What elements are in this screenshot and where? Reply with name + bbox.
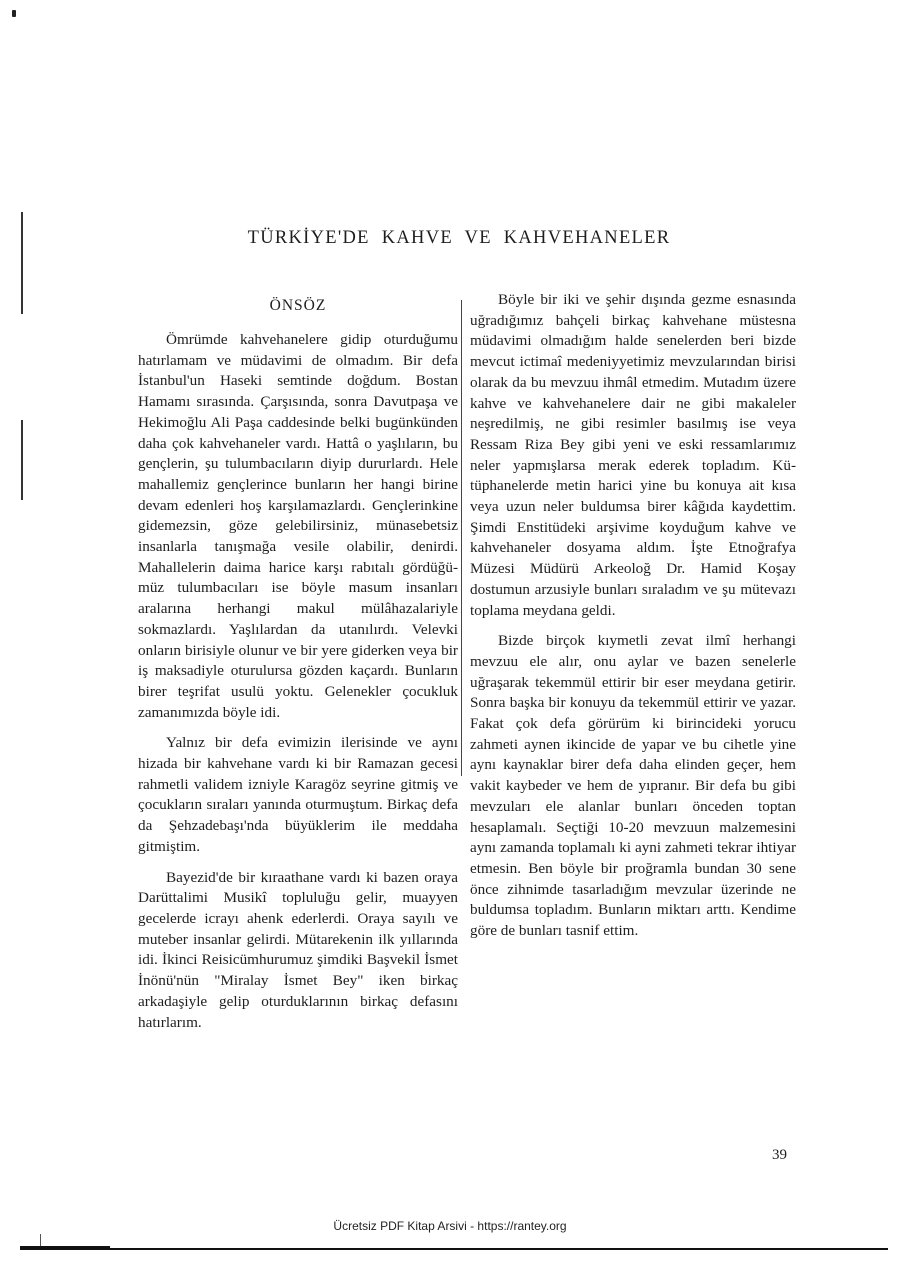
- footer-source-text: Ücretsiz PDF Kitap Arsivi - https://rantey.org: [333, 1219, 567, 1233]
- column-divider: [461, 300, 462, 776]
- paragraph: Yalnız bir defa evimizin ilerisinde ve aynı hizada bir kahvehane vardı ki bir Ramazan gecesi rahmetli validem izniyle Karagöz seyrine gitmiş ve çocukların sıraları yanında oturmuştum. Birkaç defa da Şehzadebaşı'nda büyüklerim ile meddaha gitmiştim.: [138, 734, 458, 855]
- paragraph: Bayezid'de bir kıraathane vardı ki bazen oraya Darüttalimi Musikî topluluğu gelir, muayyen gecelerde icrayı ahenk ederlerdi. Oraya sayılı ve muteber insanlar gelirdi. Mütarekenin ilk yıllarında idi. İkinci Reisicümhurumuz şimdiki Başvekil İsmet İnönü'nün "Miralay İsmet Bey" iken birkaç arkadaşiyle gelip oturduklarının birkaç defasını hatırlarım.: [138, 868, 458, 1031]
- left-text-column: [138, 330, 458, 1043]
- bottom-tick-mark: [40, 1234, 41, 1246]
- paragraph: Böyle bir iki ve şehir dışında gezme esnasında uğradığımız bahçeli birkaç kahvehane müstesna müdavimi olmadığım halde senelerden beri bizde mevcut ictimaî medeniyyetimiz mevzularından birisi olarak da bu mevzuu ihmâl etmedim. Mutadım üzere kahve ve kahvehanelere dair ne gibi makaleler neşredilmiş, ne gibi resimler basılmış ise veya Ressam Riza Bey gibi yeni ve eski ressamlarımız neler yapmışlarsa merak ederek topladım. Kütüphanelerde metin harici yine bu konuya ait kısa veya uzun neler buldumsa birer kâğıda kaydettim. Şimdi Enstitüdeki arşivime koyduğum kahve ve kahvehaneler dosyama aldım. İşte Etnoğrafya Müzesi Müdürü Arkeoloğ Dr. Hamid Koşay dostumun arzusiyle bunları sıraladım ve şu mütevazı toplama meydana geldi.: [470, 291, 796, 619]
- book-title: TÜRKİYE'DE KAHVE VE KAHVEHANELER: [247, 228, 671, 248]
- paragraph: Ömrümde kahvehanelere gidip oturduğumu hatırlamam ve müdavimi de olmadım. Bir defa İstanbul'un Haseki semtinde doğdum. Bostan Hamamı sırasında. Çarşısında, sonra Davutpaşa ve Hekimoğlu Ali Paşa caddesinde belki bugünkünden daha çok kahvehaneler vardı. Hattâ o yaşlıların, bu gençlerin, şu tulumbacıların diyip dururlardı. Hele mahallemiz gençlerince bunların her hangi birine devam edenleri hoş karşılamazlardı. Gençlerinkine gidemezsin, göze gelebilirsiniz, münasebetsiz insanlarla tanışmağa vesile olabilir, denirdi. Mahallelerin daima harice karşı rabıtalı gördüğümüz tulumbacıları ise böyle masum insanları aralarına herhangi makul mülâhazalariyle sokmazlardı. Yaşlılardan da utanılırdı. Velevki onların birisiyle olunur ve bir yere giderken veya bir iş maksadiyle oturulursa gözden kaçardı. Bunların birer teşrifat usulü yoktu. Gelenekler çocukluk zamanımızda böyle idi.: [138, 331, 458, 721]
- page-number: 39: [772, 1147, 787, 1163]
- bottom-rule: [20, 1248, 888, 1250]
- binding-edge-line: [21, 420, 23, 500]
- scan-artifact-mark: [12, 10, 16, 17]
- right-text-column: [470, 290, 796, 952]
- section-heading: ÖNSÖZ: [269, 297, 327, 314]
- paragraph: Bizde birçok kıymetli zevat ilmî herhangi mevzuu ele alır, onu aylar ve bazen senelerle uğraşarak tekemmül ettirir bir eser meydana getirir. Sonra başka bir konuyu da tekemmül ettirir ve yazar. Fakat çok defa görürüm ki birincideki yorucu zahmeti aynen ikincide de yapar ve bu cihetle yine aynı kaynaklar birer defa daha elinden geçer, hem vakit kaybeder ve hem de yıpranır. Bir defa bu gibi mevzuları ele alanlar bunları önceden toptan hesaplamalı. Seçtiği 10-20 mevzuun malzemesini aynı zamanda toplamalı ki ayni zahmeti tekrar ihtiyar etmesin. Ben böyle bir proğramla bundan 30 sene önce zihnimde tasarladığım mevzular üzerinde ne buldumsa topladım. Bunların miktarı arttı. Kendime göre de bunları tasnif ettim.: [470, 632, 796, 940]
